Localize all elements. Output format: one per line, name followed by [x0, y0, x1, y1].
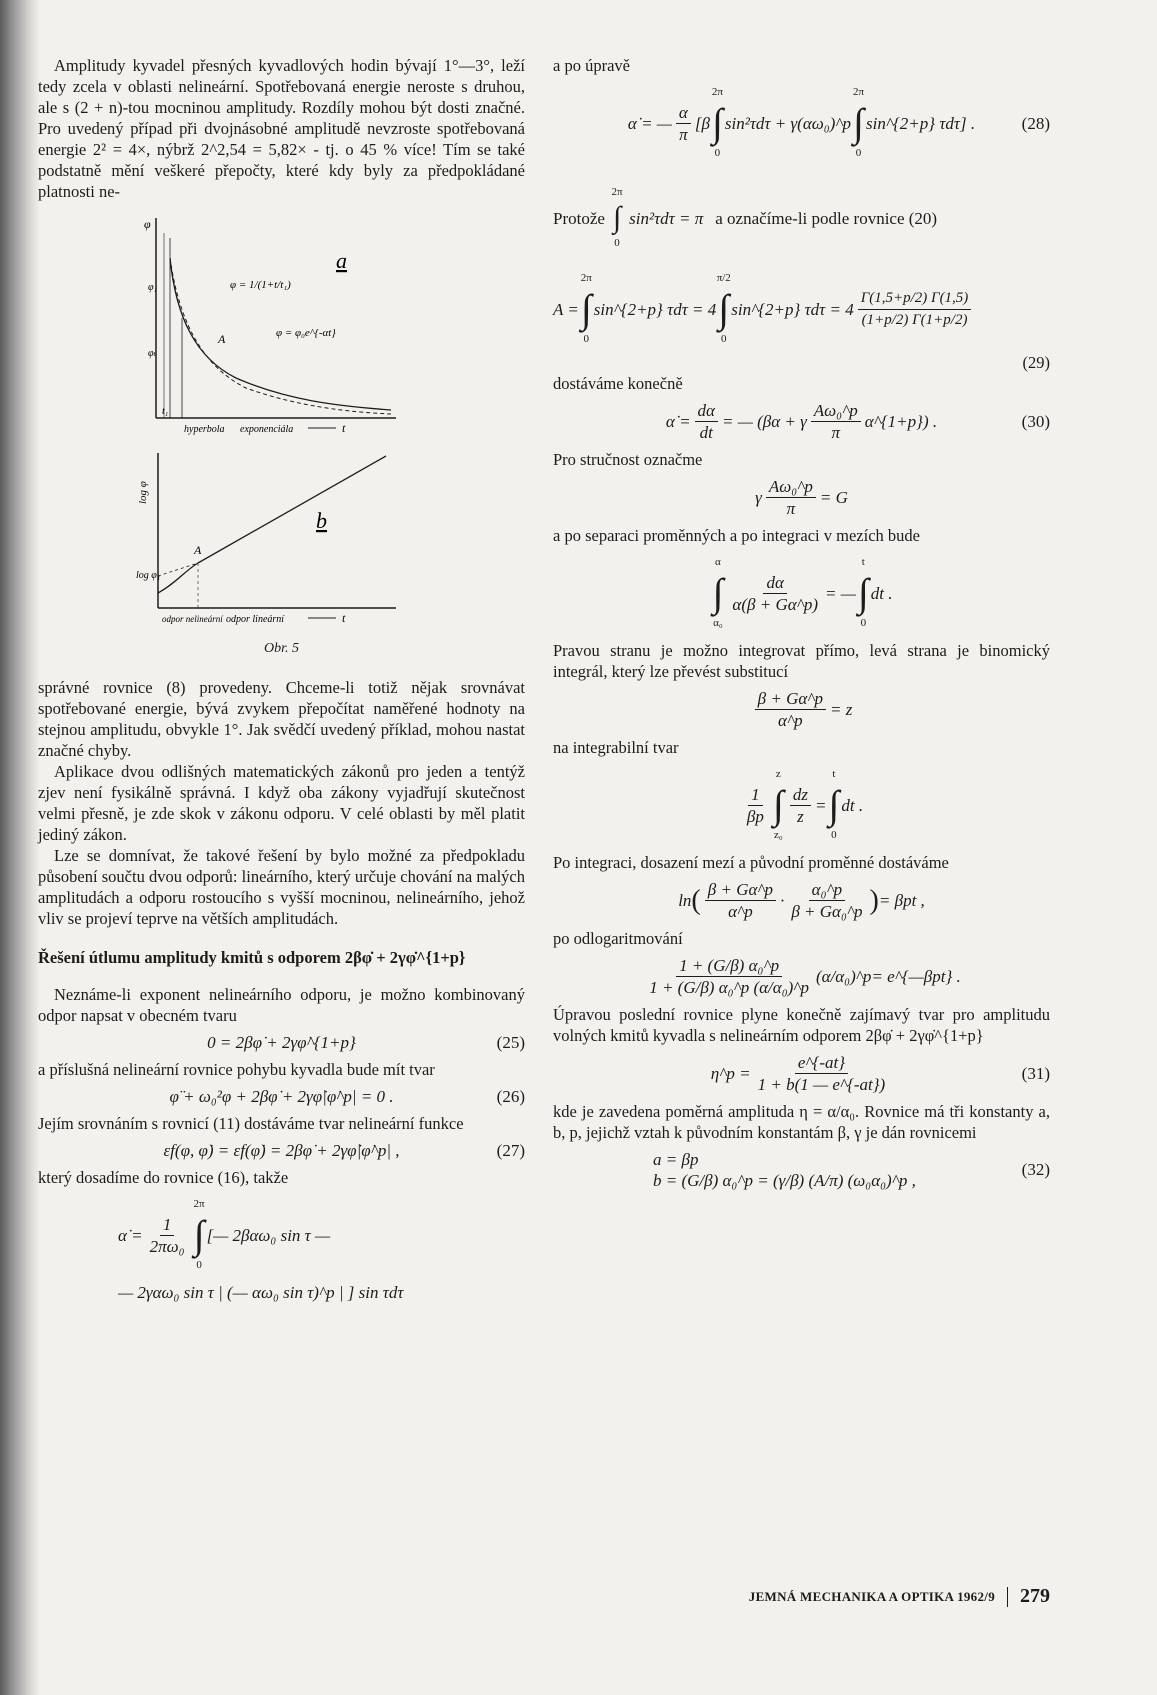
para-unknown-exponent: Neznáme-li exponent nelineárního odporu, je možno kombinovaný odpor napsat v obecném tvaru — [38, 985, 525, 1025]
integrable-int1-lower: z₀ — [773, 829, 783, 841]
eq-alpha-int-upper: 2π — [193, 1198, 205, 1210]
eq29-int2-upper: π/2 — [716, 272, 731, 284]
integrable-frac2-num: dz — [790, 784, 811, 806]
ln-label: ln — [678, 891, 692, 910]
para-integrable: na integrabilní tvar — [553, 738, 679, 757]
panel-b-point-A: A — [194, 543, 202, 557]
ln-frac1-num: β + Gα^p — [705, 879, 776, 901]
eq31-number: (31) — [1021, 1064, 1050, 1083]
eq32-line2: b = (G/β) α₀^p = (γ/β) (A/π) (ω₀α₀)^p , — [653, 1171, 916, 1190]
ln-fraction-1 — [705, 879, 776, 922]
sep-fraction — [729, 572, 821, 615]
eq29-frac-den: (1+p/2) Γ(1+p/2) — [861, 311, 968, 328]
panel-a-t1-label: t₁ — [162, 406, 169, 417]
eq30-lhs: α̇ = — [665, 412, 691, 431]
para-relative: kde je zavedena poměrná amplituda η = α/α₀. Rovnice má tři konstanty a, b, p, jejichž vztah k původním konstantám β, γ je dán rovnicemi — [553, 1102, 1050, 1142]
integrable-fraction-2 — [790, 784, 811, 827]
equation-alpha-dot-line2 — [38, 1282, 525, 1303]
integral-sign-icon: ∫ — [857, 570, 869, 615]
panel-b-extrapolation — [158, 563, 198, 576]
eq25-body: 0 = 2βφ̇ + 2γφ̇^{1+p} — [207, 1033, 356, 1052]
eqG-rhs: = G — [819, 488, 848, 507]
panel-a-x-label-hyperbola: hyperbola — [184, 424, 225, 435]
sep-int1-lower: α₀ — [713, 617, 723, 629]
para-applications: Aplikace dvou odlišných matematických zákonů pro jeden a tentýž zjev není fysikálně správná. I když oba zákony vyjadřují skutečnost velmi přesně, je zde skok v zákonu odporu. V celé oblasti by měl platit jediný zákon. — [38, 762, 525, 844]
eq30-body: = — (βα + γ — [721, 412, 807, 431]
eq-alpha-frac-den: 2πω₀ — [149, 1236, 185, 1256]
para-after-figure: správné rovnice (8) provedeny. Chceme-li totiž nějak srovnávat spotřebované energie, bývá zvykem přepočítat naměřené hodnoty na stejnou amplitudu, obvykle 1°. Jak svědčí uvedený příklad, mohou nastat značné chyby. — [38, 678, 525, 760]
figure-panel-b — [136, 448, 406, 628]
eq-alpha-line1: [— 2βαω₀ sin τ — — [206, 1225, 331, 1245]
eq-alpha-lhs: α̇ = — [118, 1225, 143, 1245]
integral-sign-icon: ∫ — [193, 1212, 205, 1257]
eq28-lhs: α̇ = — — [627, 113, 672, 133]
equation-ln: ln ( $\frac{\beta + G\alpha\^{}p}{\alpha\^{}p}$ · $\frac{\text{α₀\textasciicircum{}p}}{\text{β + Gα₀\textasciicircum{}p}}$ ) = βpt , — [678, 880, 925, 921]
integrable-frac-num: 1 — [748, 784, 763, 806]
figure-caption: Obr. 5 — [263, 641, 299, 656]
panel-b-log-phi1: log φ₁ — [136, 570, 161, 581]
equation-alpha-dot — [38, 1194, 525, 1276]
para-finally: dostáváme konečně — [553, 374, 683, 393]
eq29-int2-lower: 0 — [721, 333, 727, 345]
eq28-int2-lower: 0 — [855, 147, 862, 159]
eq27-number: (27) — [496, 1141, 525, 1160]
eqG-frac-den: π — [786, 499, 796, 518]
page-footer — [730, 1585, 1050, 1608]
exp-rhs: = e^{—βpt} . — [871, 967, 961, 986]
eq26-number: (26) — [496, 1087, 525, 1106]
equation-25 — [38, 1032, 525, 1053]
eq30-frac2-num: Aω₀^p — [811, 400, 861, 422]
intro-paragraph: Amplitudy kyvadel přesných kyvadlových hodin bývají 1°—3°, leží tedy zcela v oblasti nelineární. Spotřebovaná energie neroste s druhou, ale s (2 + n)-tou mocninou amplitudy. Rozdíly mohou být dosti značné. Pro uvedený případ při dvojnásobné amplitudě nevzroste spotřebovaná energie 2² = 4×, nýbrž 2^2,54 = 5,82× - tj. o 45 % více! Tím se také podstatně mění veškeré přepočty, které kdy byly za předpokládané platnosti ne- — [38, 56, 525, 201]
page-gutter-shadow — [0, 0, 40, 1695]
eq30-tail: α^{1+p}) . — [864, 412, 938, 431]
para-delog: po odlogaritmování — [553, 929, 683, 948]
eq31-frac-den: 1 + b(1 — e^{-at}) — [757, 1075, 886, 1094]
equation-substitution — [553, 688, 1050, 731]
integrable-tail: dt . — [841, 795, 864, 815]
sep-int1-upper: α — [715, 556, 721, 568]
eq30-frac-num: dα — [695, 400, 718, 422]
ln-frac1-den: α^p — [728, 902, 753, 921]
para-assume: Lze se domnívat, že takové řešení by bylo možné za předpokladu působení součtu dvou odporů: lineárního, který určuje chování na malých amplitudách a odporu rostoucího s vyšší mocninou, nelineárního, jehož vliv se projeví teprve na větších amplitudách. — [38, 846, 525, 928]
ln-fraction-2 — [788, 879, 865, 922]
sep-frac-den: α(β + Gα^p) — [732, 594, 818, 614]
eq29-integral-2 — [716, 268, 731, 350]
eq25-number: (25) — [496, 1033, 525, 1052]
eq28-body1: [β — [694, 113, 710, 133]
eq28-integral-1 — [710, 82, 725, 164]
exp-fraction — [646, 955, 812, 998]
eq29-int1-upper: 2π — [580, 272, 592, 284]
right-column — [553, 55, 1050, 1197]
exp-frac-num: 1 + (G/β) α₀^p — [676, 955, 782, 977]
panel-a-x-axis-label: t — [342, 421, 346, 435]
equation-G — [553, 476, 1050, 519]
exp-frac-den: 1 + (G/β) α₀^p (α/α₀)^p — [649, 978, 809, 997]
panel-a-exp-formula: φ = φ₀e^{-αt} — [276, 327, 336, 339]
eq28-int1-lower: 0 — [714, 147, 721, 159]
integrable-int1-upper: z — [775, 768, 781, 780]
eq28-fraction — [676, 102, 691, 145]
journal-title: JEMNÁ MECHANIKA A OPTIKA 1962/9 — [748, 1588, 995, 1604]
section-heading: Řešení útlumu amplitudy kmitů s odporem 2βφ̇ + 2γφ̇^{1+p} — [38, 948, 466, 967]
eq28-int1-upper: 2π — [711, 86, 723, 98]
panel-b-y-label: log φ — [137, 481, 149, 504]
since-int-upper: 2π — [611, 186, 623, 198]
eq31-fraction — [755, 1052, 889, 1095]
integrable-fraction — [744, 784, 767, 827]
subst-fraction — [755, 688, 826, 731]
panel-a-letter: a — [336, 248, 347, 273]
panel-b-nonlinear-curve — [158, 563, 198, 593]
equation-29 — [553, 268, 1050, 350]
sep-integral-1 — [710, 552, 725, 634]
equation-28 — [553, 82, 1050, 164]
integral-sign-icon: ∫ — [612, 201, 622, 234]
integrable-integral-2 — [826, 764, 841, 846]
integral-sign-icon: ∫ — [828, 782, 840, 827]
eq29-integral-1 — [579, 268, 594, 350]
equation-31 — [553, 1052, 1050, 1095]
eq29-mid1: sin^{2+p} τdτ = 4 — [593, 299, 717, 319]
eq28-frac-den: π — [679, 124, 688, 144]
ln-frac2-den: β + Gα₀^p — [791, 902, 863, 921]
equation-27 — [38, 1140, 525, 1161]
equation-26 — [38, 1086, 525, 1107]
panel-b-x-label-linear: odpor lineární — [226, 614, 285, 625]
panel-a-hyperbola-formula: φ = 1/(1+t/t₁) — [230, 279, 291, 291]
para-compare: Jejím srovnáním s rovnicí (11) dostáváme tvar nelineární funkce — [38, 1114, 464, 1133]
para-substitute: který dosadíme do rovnice (16), takže — [38, 1168, 289, 1187]
figure-panel-a — [136, 208, 406, 438]
panel-b-letter: b — [316, 508, 327, 533]
panel-b-linear-line — [198, 456, 386, 563]
since-rest: a označíme-li podle rovnice (20) — [715, 208, 938, 228]
integral-sign-icon: ∫ — [712, 570, 724, 615]
eq29-A: A = — [553, 299, 579, 319]
panel-a-y-label: φ — [144, 217, 151, 231]
equation-separation — [553, 552, 1050, 634]
sep-rhs: = — — [824, 583, 856, 603]
eq29-frac-num: Γ(1,5+p/2) Γ(1,5) — [858, 288, 972, 310]
para-motion: a příslušná nelineární rovnice pohybu kyvadla bude mít tvar — [38, 1060, 435, 1079]
sep-integral-2 — [856, 552, 871, 634]
panel-b-x-axis-label: t — [342, 611, 346, 625]
eq-alpha-frac-num: 1 — [160, 1214, 175, 1236]
integral-sign-icon: ∫ — [853, 100, 864, 145]
sep-int2-upper: t — [861, 556, 865, 568]
integrable-frac2-den: z — [797, 806, 804, 826]
eq30-number: (30) — [1021, 412, 1050, 431]
para-after-integration: Po integraci, dosazení mezí a původní proměnné dostáváme — [553, 853, 949, 872]
eq29-number: (29) — [1022, 353, 1050, 372]
eq32-number: (32) — [1021, 1160, 1050, 1179]
panel-a-point-A: A — [218, 332, 226, 346]
eqG-lhs: γ — [755, 488, 762, 507]
para-brevity: Pro stručnost označme — [553, 450, 703, 469]
footer-divider — [1007, 1587, 1008, 1607]
eq28-number: (28) — [1021, 113, 1050, 133]
left-column — [38, 55, 525, 1309]
eq29-number-row — [553, 352, 1050, 373]
lead-after-edit: a po úpravě — [553, 56, 630, 75]
integral-sign-icon: ∫ — [711, 100, 723, 145]
eq30-fraction-2 — [811, 400, 861, 443]
subst-rhs: = z — [829, 700, 853, 719]
eq31-lhs: η^p = — [710, 1064, 751, 1083]
since-text: Protože — [553, 208, 605, 228]
eq28-integral-2 — [851, 82, 866, 164]
para-edit-last: Úpravou poslední rovnice plyne konečně zajímavý tvar pro amplitudu volných kmitů kyvadla s nelineárním odporem 2βφ̇ + 2γφ̇^{1+p} — [553, 1005, 1050, 1045]
integral-sign-icon: ∫ — [718, 286, 730, 331]
eq28-frac-num: α — [676, 102, 691, 124]
eq-alpha-integral — [192, 1194, 207, 1276]
figure-5 — [136, 208, 406, 628]
panel-a-phi-tau-label: φₜ — [148, 348, 156, 359]
ln-rhs: = βpt , — [878, 891, 925, 910]
exp-mid: (α/α₀)^p — [815, 967, 872, 986]
page-number: 279 — [1020, 1585, 1050, 1607]
eq30-fraction — [695, 400, 718, 443]
eq30-frac2-den: π — [831, 423, 841, 442]
para-separation: a po separaci proměnných a po integraci v mezích bude — [553, 526, 920, 545]
eq31-frac-num: e^{-at} — [795, 1052, 848, 1074]
ln-frac2-num: α₀^p — [809, 879, 846, 901]
panel-a-phi1-label: φ₁ — [148, 282, 158, 293]
equation-integrable: $\frac{1}{\beta p}$ z ∫ z₀ $\frac{dz}{z}$ = t ∫ 0 dt . — [553, 764, 1050, 846]
panel-b-x-label-nonlinear: odpor nelineární — [162, 614, 223, 624]
integrable-frac-den: βp — [746, 806, 764, 826]
integrable-integral-1 — [771, 764, 786, 846]
equation-30 — [553, 400, 1050, 443]
subst-frac-den: α^p — [778, 711, 803, 730]
since-line — [553, 182, 1050, 254]
eq28-int2-upper: 2π — [852, 86, 865, 98]
sep-frac-num: dα — [763, 572, 786, 594]
eq29-int1-lower: 0 — [583, 333, 590, 345]
eq27-body: εf(φ, φ̇) = εf(φ̇) = 2βφ̇ + 2γφ̇|φ̇^p| , — [163, 1141, 400, 1160]
eq29-mid2: sin^{2+p} τdτ = 4 — [731, 299, 854, 319]
since-integral — [611, 182, 623, 254]
integrable-int2-upper: t — [832, 768, 836, 780]
eq-alpha-fraction — [147, 1214, 188, 1257]
subst-frac-num: β + Gα^p — [755, 688, 826, 710]
eqG-fraction — [766, 476, 816, 519]
eq-alpha-int-lower: 0 — [196, 1259, 202, 1271]
sep-tail: dt . — [870, 583, 893, 603]
eq32-line1: a = βp — [653, 1150, 699, 1169]
equation-exp — [553, 955, 1050, 998]
eq30-frac-den: dt — [699, 423, 713, 442]
eqG-frac-num: Aω₀^p — [766, 476, 816, 498]
para-right-side: Pravou stranu je možno integrovat přímo, levá strana je binomický integrál, který lze převést substitucí — [553, 641, 1050, 681]
eq-alpha-line2: — 2γαω₀ sin τ | (— αω₀ sin τ)^p | ] sin τdτ — [118, 1283, 404, 1302]
eq28-body3: sin^{2+p} τdτ] . — [865, 113, 976, 133]
sep-int2-lower: 0 — [860, 617, 867, 629]
integral-sign-icon: ∫ — [580, 286, 592, 331]
integrable-int2-lower: 0 — [831, 829, 837, 841]
eq28-body2: sin²τdτ + γ(αω₀)^p — [724, 113, 852, 133]
integral-sign-icon: ∫ — [772, 782, 784, 827]
since-integrand: sin²τdτ = π — [629, 208, 704, 228]
equation-32 — [553, 1149, 1050, 1191]
panel-a-x-label-exponential: exponenciála — [240, 424, 294, 435]
since-int-lower: 0 — [614, 237, 620, 249]
eq29-fraction — [858, 288, 972, 331]
eq26-body: φ̈ + ω₀²φ + 2βφ̇ + 2γφ̇|φ̇^p| = 0 . — [169, 1087, 394, 1106]
